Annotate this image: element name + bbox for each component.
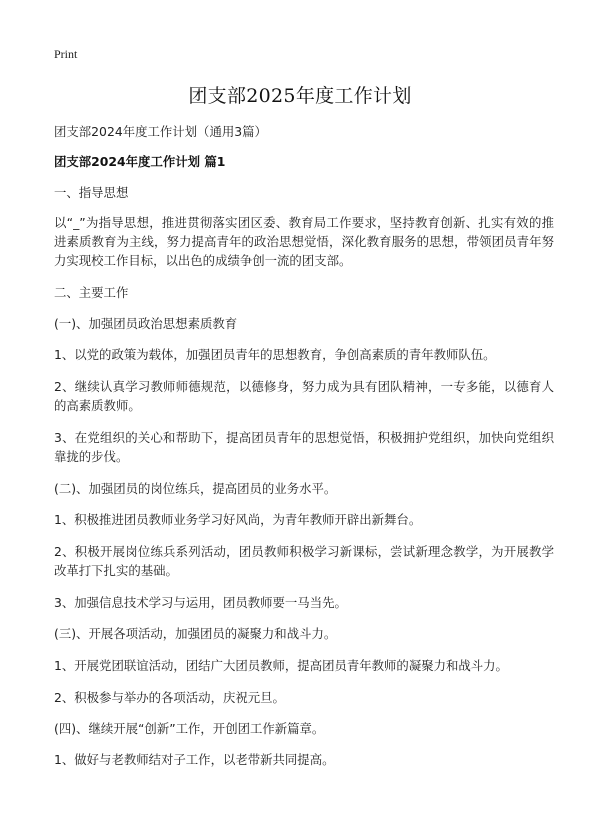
paragraph: 以“_”为指导思想，推进贯彻落实团区委、教育局工作要求，坚持教育创新、扎实有效的推进素质教育为主线，努力提高青年的政治思想觉悟，深化教育服务的思想，带领团员青年努力实现校工作目标，以出色的成绩争创一流的团支部。 — [54, 215, 554, 268]
list-item: 1、做好与老教师结对子工作，以老带新共同提高。 — [54, 752, 335, 767]
subtitle-paragraph: 团支部2024年度工作计划（通用3篇） — [54, 124, 267, 139]
section-heading: 团支部2024年度工作计划 篇1 — [54, 154, 226, 169]
list-item: 3、在党组织的关心和帮助下，提高团员青年的思想觉悟，积极拥护党组织，加快向党组织靠拢的步伐。 — [54, 430, 554, 464]
heading-guiding-ideology: 一、指导思想 — [54, 185, 129, 200]
heading-main-work: 二、主要工作 — [54, 285, 129, 300]
subheading: (三)、开展各项活动，加强团员的凝聚力和战斗力。 — [54, 626, 337, 641]
list-item: 2、积极参与举办的各项活动，庆祝元旦。 — [54, 690, 285, 705]
list-item: 2、积极开展岗位练兵系列活动，团员教师积极学习新课标，尝试新理念教学，为开展教学改革打下扎实的基础。 — [54, 544, 554, 578]
subheading: (一)、加强团员政治思想素质教育 — [54, 316, 238, 331]
document-body — [54, 122, 554, 769]
list-item: 1、开展党团联谊活动，团结广大团员教师，提高团员青年教师的凝聚力和战斗力。 — [54, 658, 508, 673]
document-title: 团支部2025年度工作计划 — [188, 85, 412, 107]
list-item: 3、加强信息技术学习与运用，团员教师要一马当先。 — [54, 595, 347, 610]
subheading: (四)、继续开展“创新”工作，开创团工作新篇章。 — [54, 721, 325, 736]
list-item: 1、积极推进团员教师业务学习好风尚，为青年教师开辟出新舞台。 — [54, 512, 422, 527]
print-link[interactable]: Print — [54, 47, 78, 61]
list-item: 2、继续认真学习教师师德规范，以德修身，努力成为具有团队精神，一专多能，以德育人的高素质教师。 — [54, 379, 554, 413]
list-item: 1、以党的政策为载体，加强团员青年的思想教育，争创高素质的青年教师队伍。 — [54, 347, 496, 362]
subheading: (二)、加强团员的岗位练兵，提高团员的业务水平。 — [54, 481, 337, 496]
